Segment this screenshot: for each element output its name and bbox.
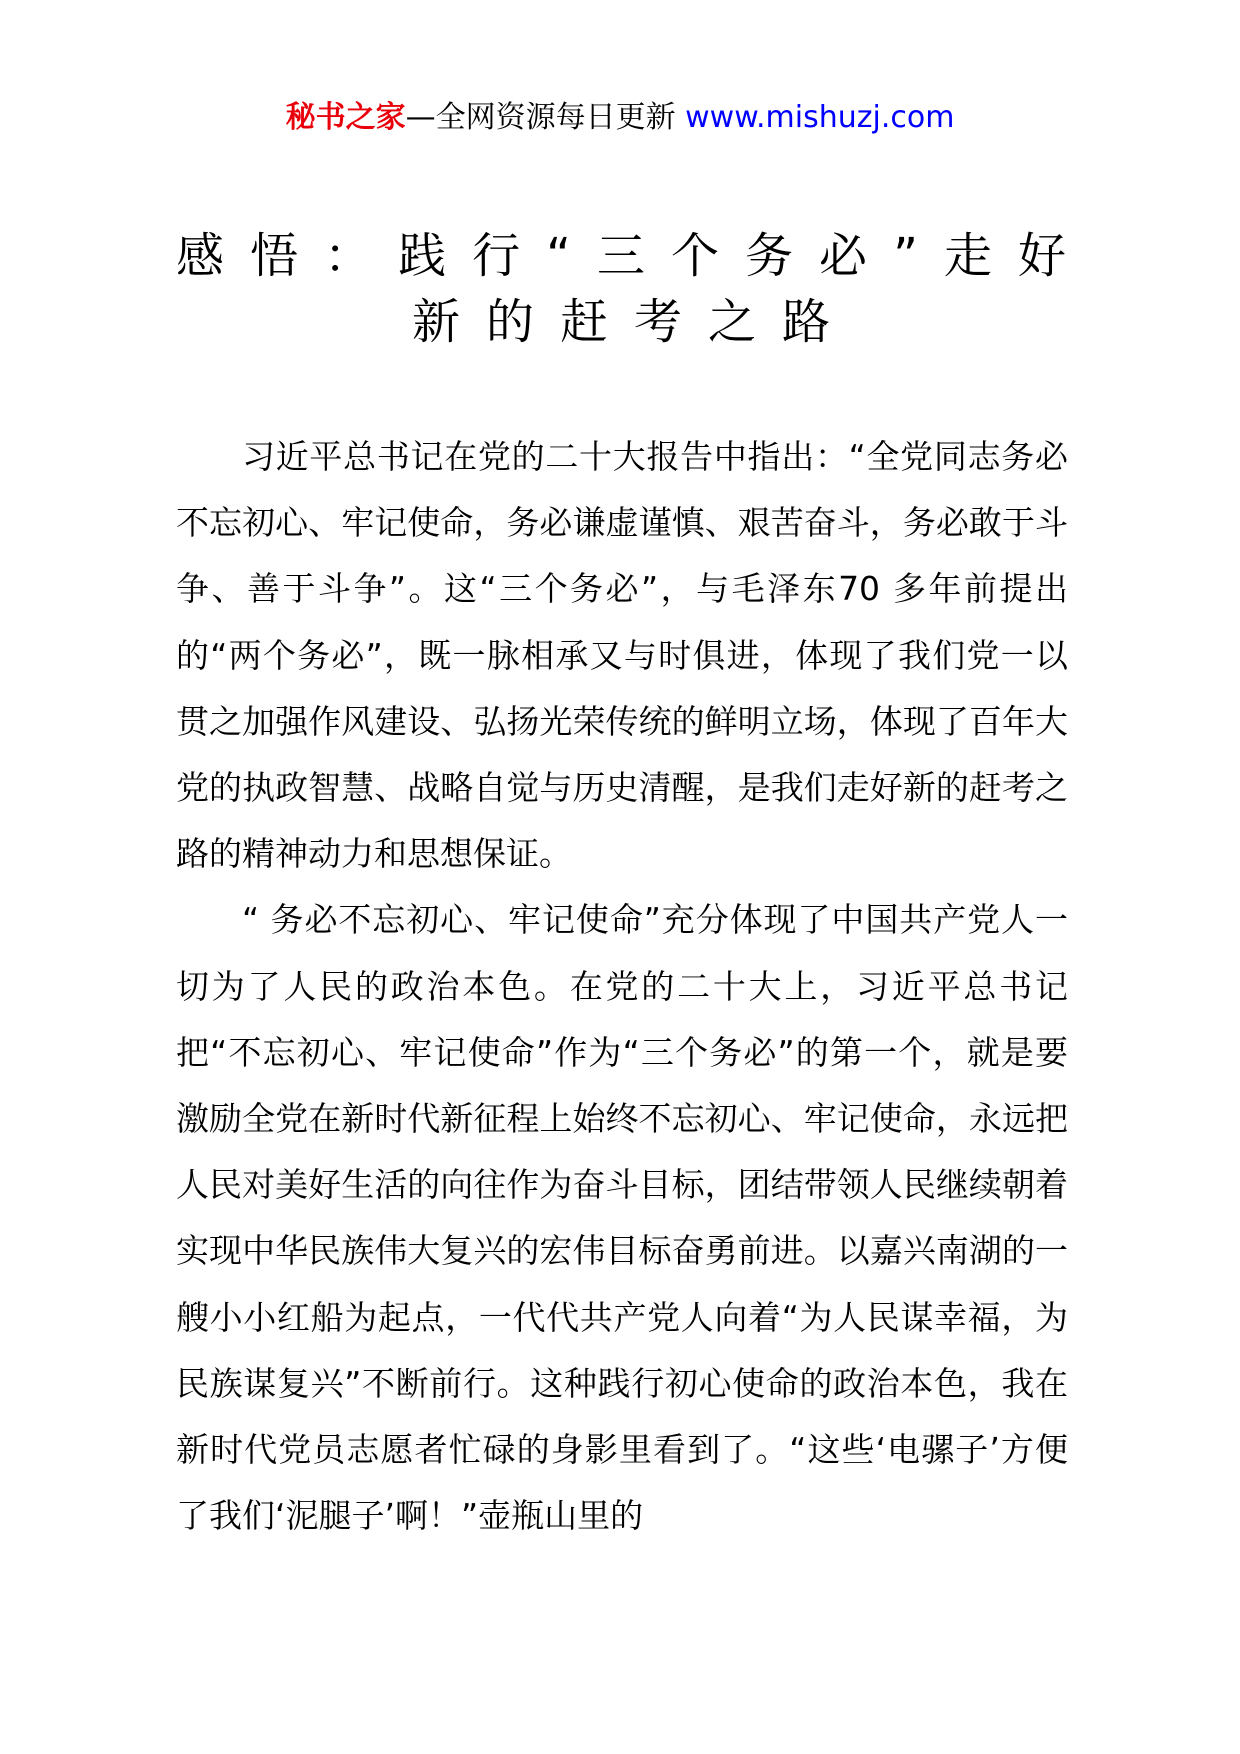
title-line-2: 新的赶考之路 — [411, 294, 856, 350]
document-body — [176, 424, 1068, 1549]
site-header — [0, 98, 1240, 138]
document-title — [176, 223, 1066, 355]
header-tagline: —全网资源每日更新 — [405, 100, 686, 135]
brand-name: 秘书之家 — [285, 100, 406, 135]
title-line-1: 感悟：践行“三个务必”走好 — [176, 228, 1066, 284]
paragraph: “ 务必不忘初心、牢记使命”充分体现了中国共产党人一切为了人民的政治本色。在党的二十大上，习近平总书记把“不忘初心、牢记使命”作为“三个务必”的第一个，就是要激励全党在新时代新征程上始终不忘初心、牢记使命，永远把人民对美好生活的向往作为奋斗目标，团结带领人民继续朝着实现中华民族伟大复兴的宏伟目标奋勇前进。以嘉兴南湖的一艘小小红船为起点，一代代共产党人向着“为人民谋幸福，为民族谋复兴”不断前行。这种践行初心使命的政治本色，我在新时代党员志愿者忙碌的身影里看到了。“这些‘电骡子’方便了我们‘泥腿子’啊！”壶瓶山里的 — [176, 900, 1068, 1536]
paragraph: 习近平总书记在党的二十大报告中指出：“全党同志务必不忘初心、牢记使命，务必谦虚谨慎、艰苦奋斗，务必敢于斗争、善于斗争”。这“三个务必”，与毛泽东70 多年前提出的“两个务必”，既一脉相承又与时俱进，体现了我们党一以贯之加强作风建设、弘扬光荣传统的鲜明立场，体现了百年大党的执政智慧、战略自觉与历史清醒，是我们走好新的赶考之路的精神动力和思想保证。 — [176, 437, 1068, 874]
site-url-link[interactable]: www.mishuzj.com — [685, 100, 955, 135]
